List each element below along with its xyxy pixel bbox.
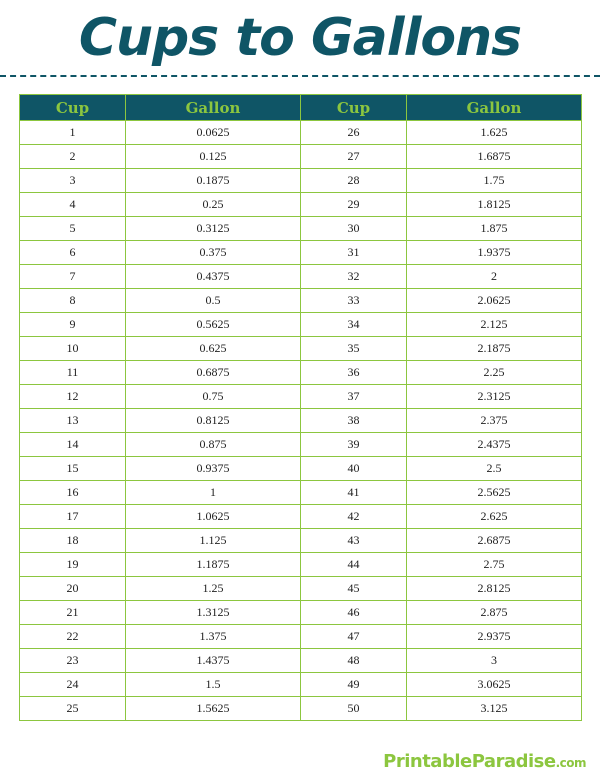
- cup-cell: 50: [301, 697, 407, 721]
- cup-cell: 4: [20, 193, 126, 217]
- gallon-cell: 0.625: [126, 337, 301, 361]
- page-title: Cups to Gallons: [78, 8, 522, 68]
- gallon-cell: 2.1875: [407, 337, 582, 361]
- gallon-cell: 0.5: [126, 289, 301, 313]
- gallon-cell: 1: [126, 481, 301, 505]
- brand-name: PrintableParadise: [383, 751, 556, 772]
- cup-cell: 47: [301, 625, 407, 649]
- gallon-cell: 1.8125: [407, 193, 582, 217]
- cup-cell: 6: [20, 241, 126, 265]
- table-body: [20, 121, 582, 721]
- cup-cell: 44: [301, 553, 407, 577]
- header-gallon: Gallon: [126, 95, 301, 121]
- gallon-cell: 0.375: [126, 241, 301, 265]
- header-cup: Cup: [20, 95, 126, 121]
- table-row: [20, 121, 582, 145]
- gallon-cell: 1.4375: [126, 649, 301, 673]
- cup-cell: 49: [301, 673, 407, 697]
- cup-cell: 48: [301, 649, 407, 673]
- conversion-table: [19, 94, 582, 721]
- cup-cell: 23: [20, 649, 126, 673]
- cup-cell: 39: [301, 433, 407, 457]
- cup-cell: 40: [301, 457, 407, 481]
- gallon-cell: 1.6875: [407, 145, 582, 169]
- cup-cell: 19: [20, 553, 126, 577]
- gallon-cell: 2.25: [407, 361, 582, 385]
- gallon-cell: 1.5: [126, 673, 301, 697]
- cup-cell: 29: [301, 193, 407, 217]
- table-row: [20, 457, 582, 481]
- table-row: [20, 625, 582, 649]
- table-row: [20, 289, 582, 313]
- gallon-cell: 2.8125: [407, 577, 582, 601]
- cup-cell: 20: [20, 577, 126, 601]
- table-row: [20, 697, 582, 721]
- cup-cell: 3: [20, 169, 126, 193]
- cup-cell: 5: [20, 217, 126, 241]
- cup-cell: 34: [301, 313, 407, 337]
- table-row: [20, 601, 582, 625]
- cup-cell: 33: [301, 289, 407, 313]
- gallon-cell: 1.75: [407, 169, 582, 193]
- table-row: [20, 265, 582, 289]
- gallon-cell: 0.3125: [126, 217, 301, 241]
- gallon-cell: 2.4375: [407, 433, 582, 457]
- cup-cell: 37: [301, 385, 407, 409]
- cup-cell: 36: [301, 361, 407, 385]
- header-cup: Cup: [301, 95, 407, 121]
- gallon-cell: 0.875: [126, 433, 301, 457]
- gallon-cell: 2.5625: [407, 481, 582, 505]
- cup-cell: 15: [20, 457, 126, 481]
- cup-cell: 26: [301, 121, 407, 145]
- cup-cell: 8: [20, 289, 126, 313]
- gallon-cell: 1.5625: [126, 697, 301, 721]
- cup-cell: 13: [20, 409, 126, 433]
- cup-cell: 27: [301, 145, 407, 169]
- table-row: [20, 169, 582, 193]
- table-row: [20, 313, 582, 337]
- cup-cell: 1: [20, 121, 126, 145]
- gallon-cell: 2.9375: [407, 625, 582, 649]
- gallon-cell: 0.8125: [126, 409, 301, 433]
- cup-cell: 31: [301, 241, 407, 265]
- table-row: [20, 361, 582, 385]
- gallon-cell: 2.6875: [407, 529, 582, 553]
- gallon-cell: 1.375: [126, 625, 301, 649]
- table-row: [20, 505, 582, 529]
- gallon-cell: 0.0625: [126, 121, 301, 145]
- brand-logo: [383, 751, 586, 772]
- gallon-cell: 1.125: [126, 529, 301, 553]
- table-row: [20, 577, 582, 601]
- gallon-cell: 0.125: [126, 145, 301, 169]
- table-row: [20, 385, 582, 409]
- cup-cell: 2: [20, 145, 126, 169]
- gallon-cell: 1.25: [126, 577, 301, 601]
- table-row: [20, 241, 582, 265]
- gallon-cell: 3.0625: [407, 673, 582, 697]
- cup-cell: 28: [301, 169, 407, 193]
- gallon-cell: 0.25: [126, 193, 301, 217]
- table-row: [20, 553, 582, 577]
- gallon-cell: 2: [407, 265, 582, 289]
- cup-cell: 17: [20, 505, 126, 529]
- gallon-cell: 1.0625: [126, 505, 301, 529]
- cup-cell: 12: [20, 385, 126, 409]
- cup-cell: 21: [20, 601, 126, 625]
- table-row: [20, 673, 582, 697]
- gallon-cell: 3: [407, 649, 582, 673]
- gallon-cell: 2.625: [407, 505, 582, 529]
- header-gallon: Gallon: [407, 95, 582, 121]
- table-row: [20, 481, 582, 505]
- cup-cell: 41: [301, 481, 407, 505]
- table-row: [20, 529, 582, 553]
- table-row: [20, 433, 582, 457]
- gallon-cell: 2.375: [407, 409, 582, 433]
- table-header-row: [20, 95, 582, 121]
- cup-cell: 43: [301, 529, 407, 553]
- cup-cell: 35: [301, 337, 407, 361]
- gallon-cell: 3.125: [407, 697, 582, 721]
- cup-cell: 42: [301, 505, 407, 529]
- gallon-cell: 1.3125: [126, 601, 301, 625]
- gallon-cell: 2.5: [407, 457, 582, 481]
- gallon-cell: 1.1875: [126, 553, 301, 577]
- gallon-cell: 2.3125: [407, 385, 582, 409]
- table-row: [20, 145, 582, 169]
- gallon-cell: 0.5625: [126, 313, 301, 337]
- cup-cell: 9: [20, 313, 126, 337]
- brand-domain: .com: [555, 756, 586, 770]
- gallon-cell: 0.9375: [126, 457, 301, 481]
- gallon-cell: 2.75: [407, 553, 582, 577]
- cup-cell: 22: [20, 625, 126, 649]
- cup-cell: 25: [20, 697, 126, 721]
- gallon-cell: 2.875: [407, 601, 582, 625]
- gallon-cell: 2.0625: [407, 289, 582, 313]
- cup-cell: 24: [20, 673, 126, 697]
- gallon-cell: 0.4375: [126, 265, 301, 289]
- table-row: [20, 409, 582, 433]
- table-row: [20, 193, 582, 217]
- cup-cell: 30: [301, 217, 407, 241]
- gallon-cell: 0.1875: [126, 169, 301, 193]
- gallon-cell: 2.125: [407, 313, 582, 337]
- cup-cell: 45: [301, 577, 407, 601]
- cup-cell: 38: [301, 409, 407, 433]
- gallon-cell: 0.75: [126, 385, 301, 409]
- cup-cell: 18: [20, 529, 126, 553]
- table-row: [20, 337, 582, 361]
- gallon-cell: 1.875: [407, 217, 582, 241]
- gallon-cell: 1.9375: [407, 241, 582, 265]
- cup-cell: 7: [20, 265, 126, 289]
- dashed-divider: [0, 75, 600, 77]
- gallon-cell: 0.6875: [126, 361, 301, 385]
- cup-cell: 32: [301, 265, 407, 289]
- table-row: [20, 217, 582, 241]
- table-row: [20, 649, 582, 673]
- cup-cell: 11: [20, 361, 126, 385]
- cup-cell: 16: [20, 481, 126, 505]
- gallon-cell: 1.625: [407, 121, 582, 145]
- cup-cell: 46: [301, 601, 407, 625]
- cup-cell: 14: [20, 433, 126, 457]
- cup-cell: 10: [20, 337, 126, 361]
